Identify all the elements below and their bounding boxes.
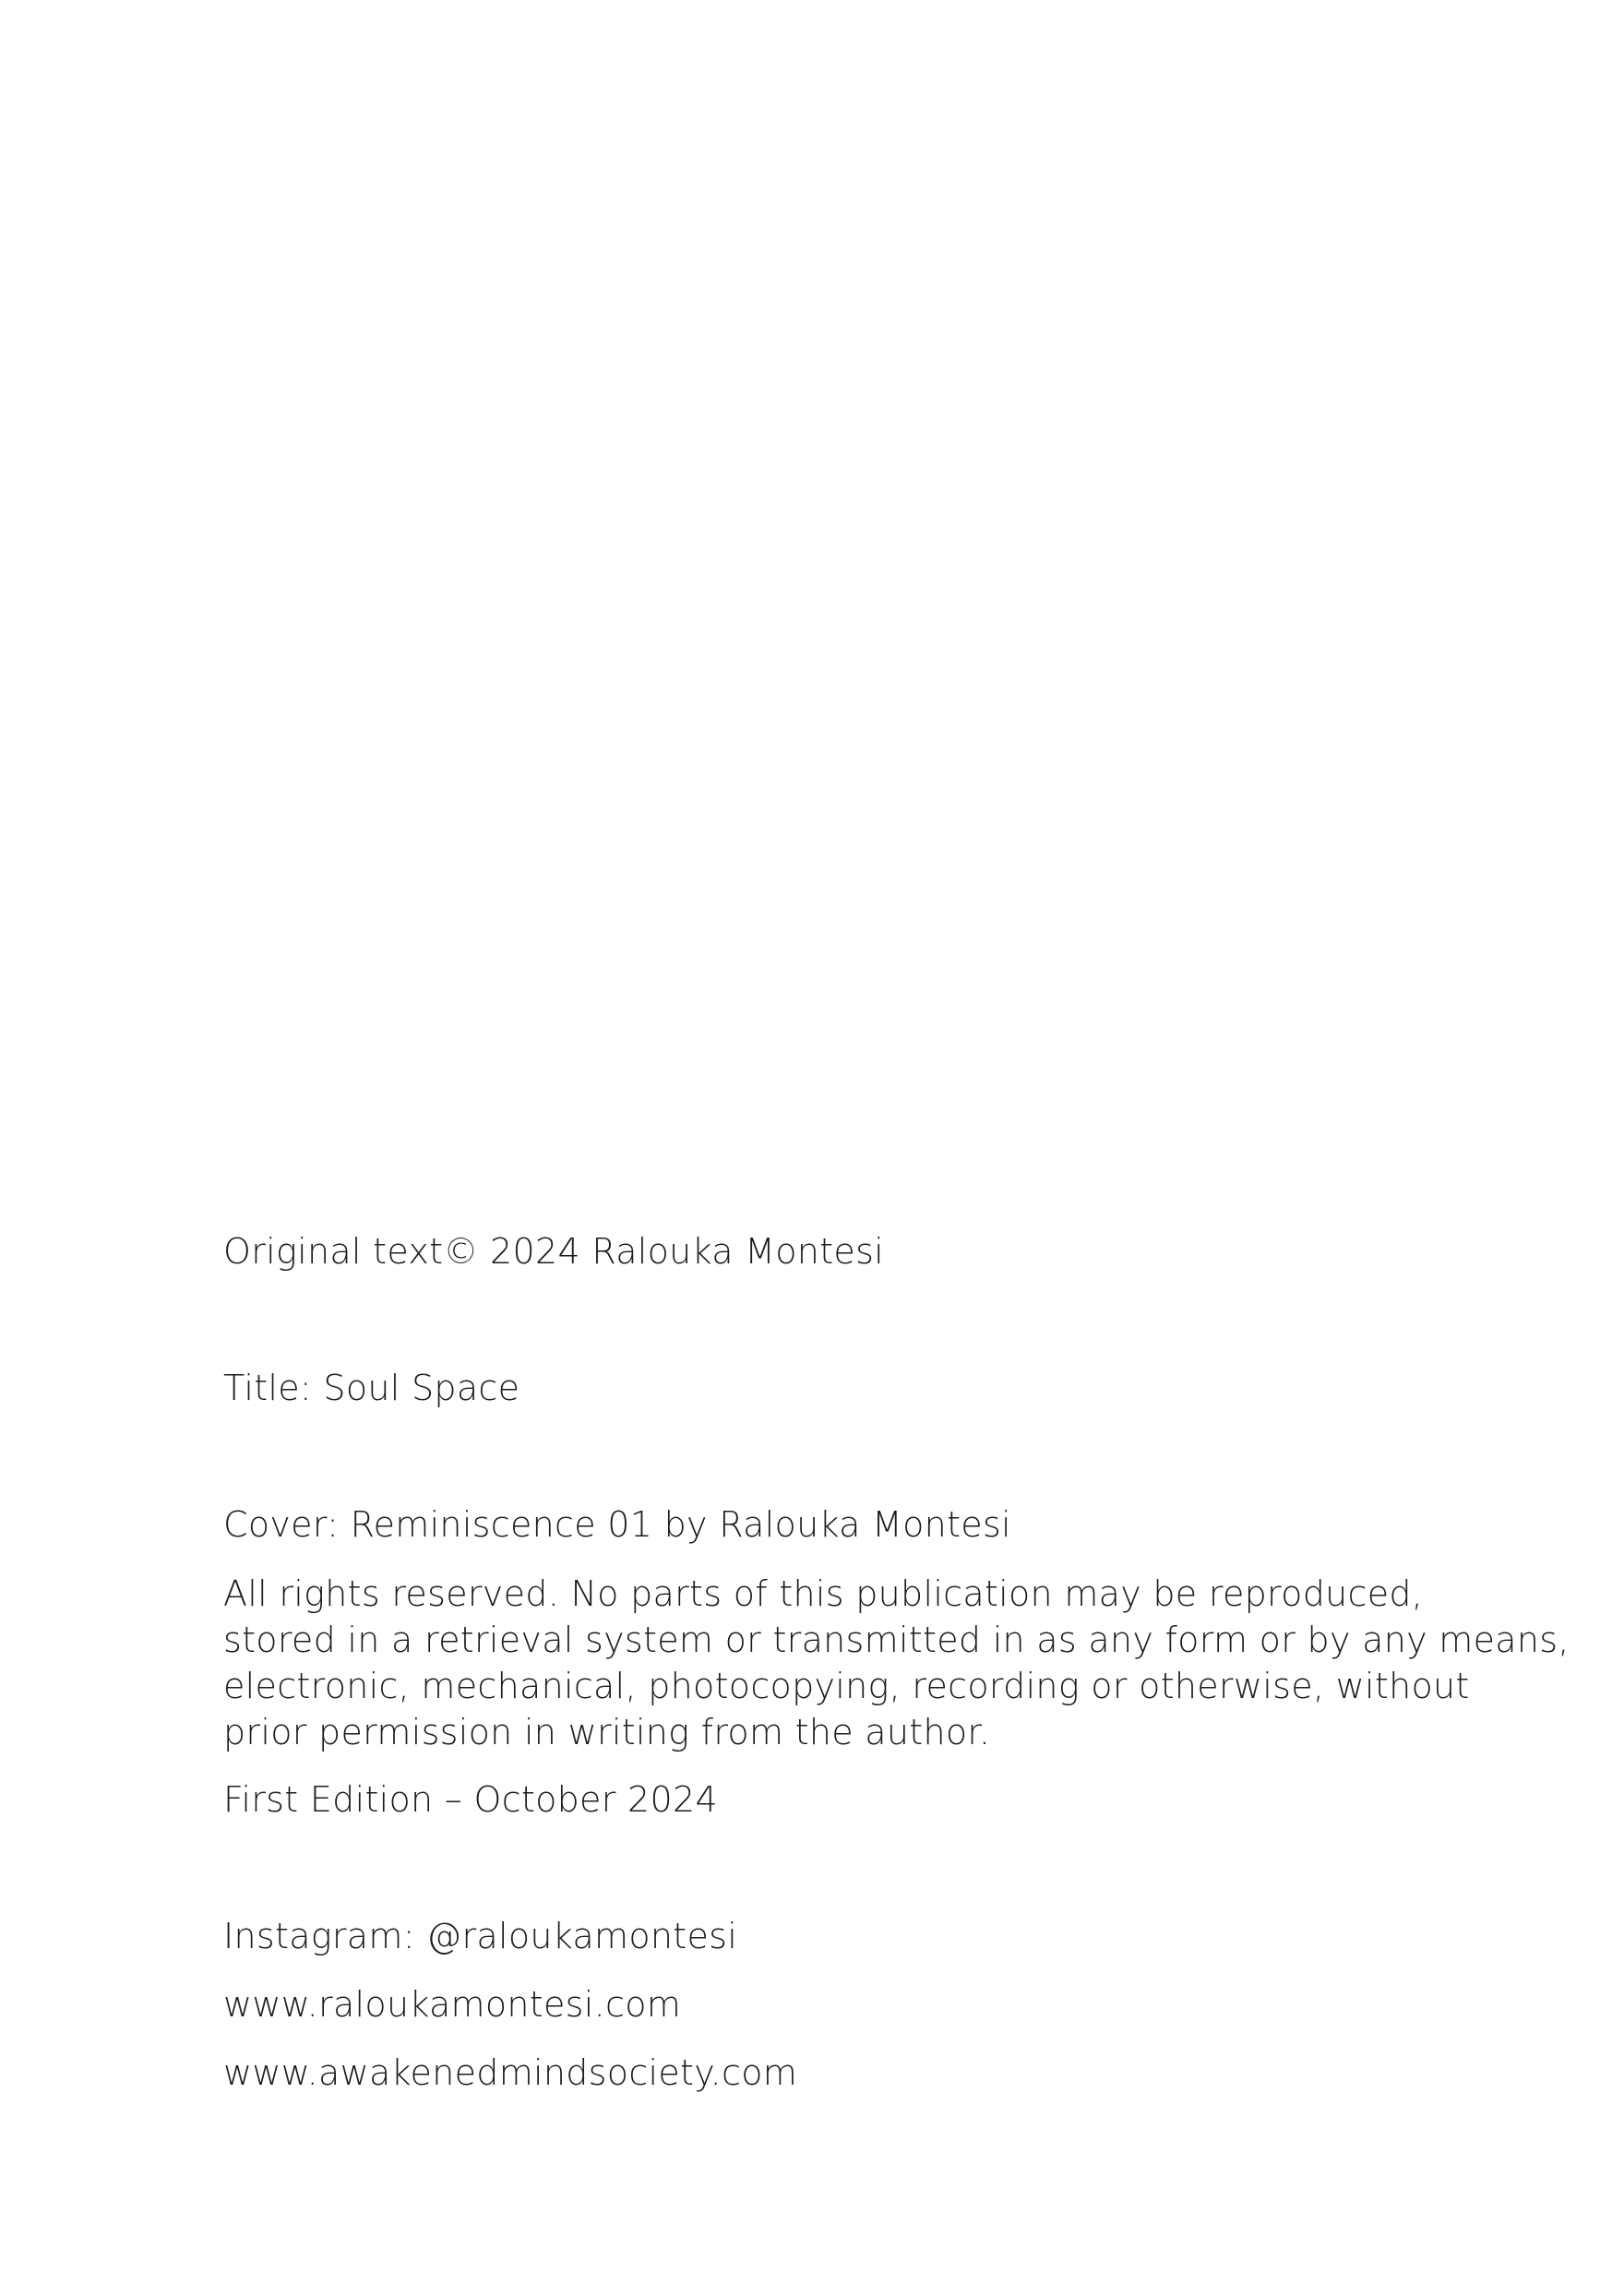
cover-credit-line: Cover: Reminiscence 01 by Ralouka Montesi: [223, 1504, 1011, 1545]
rights-line-1: All rights reserved. No parts of this publication may be reproduced,: [223, 1573, 1424, 1614]
rights-reserved-paragraph: [223, 1571, 1570, 1755]
copyright-line: Original text© 2024 Ralouka Montesi: [223, 1231, 885, 1272]
rights-line-4: prior permission in writing from the author.: [223, 1712, 991, 1752]
rights-line-3: electronic, mechanical, photocopying, recording or otherwise, without: [223, 1666, 1470, 1706]
rights-line-2: stored in a retrieval system or transmitted in as any form or by any means,: [223, 1620, 1570, 1660]
website-link-1: www.raloukamontesi.com: [223, 1984, 682, 2025]
edition-line: First Edition – October 2024: [223, 1779, 718, 1820]
website-link-2: www.awakenedmindsociety.com: [223, 2052, 798, 2093]
instagram-handle: Instagram: @raloukamontesi: [223, 1916, 738, 1956]
book-title-line: Title: Soul Space: [223, 1368, 520, 1408]
